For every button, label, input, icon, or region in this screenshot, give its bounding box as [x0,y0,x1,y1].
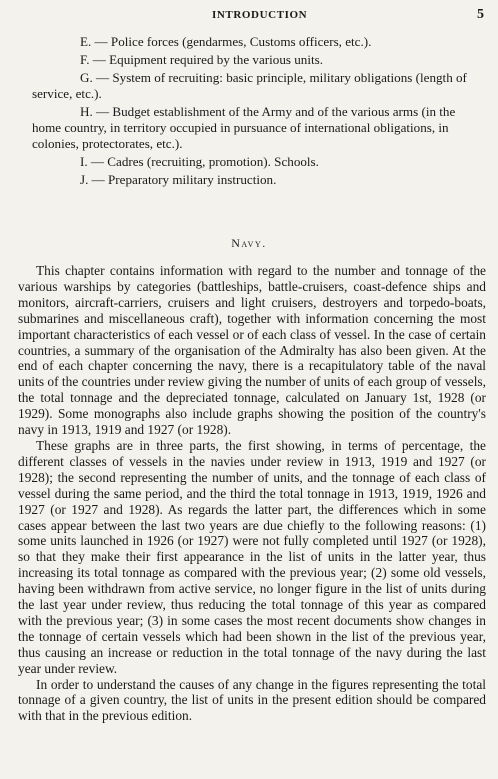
paragraph: This chapter contains information with regard to the number and tonnage of the various warships by categories (battleships, battle-cruisers, coast-defence ships and monitors, aircraft-carriers, cruisers and light cruisers, destroyers and torpedo-boats, submarines and miscellaneous craft), together with information concerning the most important characteristics of each vessel or of each class of vessel. In the case of certain countries, a summary of the organisation of the Admiralty has also been given. At the end of each chapter concerning the navy, there is a recapitulatory table of the naval units of the countries under review giving the number of units of each group of vessels, the total tonnage and the depreciated tonnage, calculated on January 1st, 1928 (or 1929). Some monographs also include graphs showing the position of the country's navy in 1913, 1919 and 1927 (or 1928). [18,263,486,438]
list-item: J. — Preparatory military instruction. [80,172,277,187]
running-head-title: INTRODUCTION [212,9,308,21]
body-text [18,263,486,724]
paragraph: These graphs are in three parts, the first showing, in terms of percentage, the different classes of vessels in the navies under review in 1913, 1919 and 1927 (or 1928); the second representing the number of units, and the tonnage of each class of vessel during the same period, and the third the total tonnage in 1913, 1919, 1926 and 1927 (or 1927 and 1928). As regards the latter part, the differences which in some cases appear between the last two years are due chiefly to the following reasons: (1) some units launched in 1926 (or 1927) were not fully completed until 1927 (or 1928), so that they make their first appearance in the list of units in the latter year, thus increasing its total tonnage as compared with the previous year; (2) some old vessels, having been withdrawn from active service, no longer figure in the list of units during the last year under review, thus reducing the total tonnage of this year as compared with the previous year; (3) in some cases the most recent documents show changes in the tonnage of certain vessels which had been shown in the list of the previous year, thus causing an increase or reduction in the total tonnage of the navy during the last year under review. [18,437,486,676]
list-item: F. — Equipment required by the various units. [80,52,323,67]
page-number: 5 [477,7,485,22]
list-item: E. — Police forces (gendarmes, Customs officers, etc.). [80,34,372,49]
list-item: H. — Budget establishment of the Army and of the various arms (in the home country, in territory occupied in pursuance of international obligations, in colonies, protectorates, etc.). [32,104,456,151]
category-list [32,34,487,190]
list-item: G. — System of recruiting: basic principle, military obligations (length of service, etc.). [32,70,467,101]
list-item: I. — Cadres (recruiting, promotion). Schools. [80,154,319,169]
section-heading: Navy. [231,236,267,250]
paragraph: In order to understand the causes of any change in the figures representing the total tonnage of a given country, the list of units in the present edition should be compared with that in the previous edition. [18,676,486,724]
